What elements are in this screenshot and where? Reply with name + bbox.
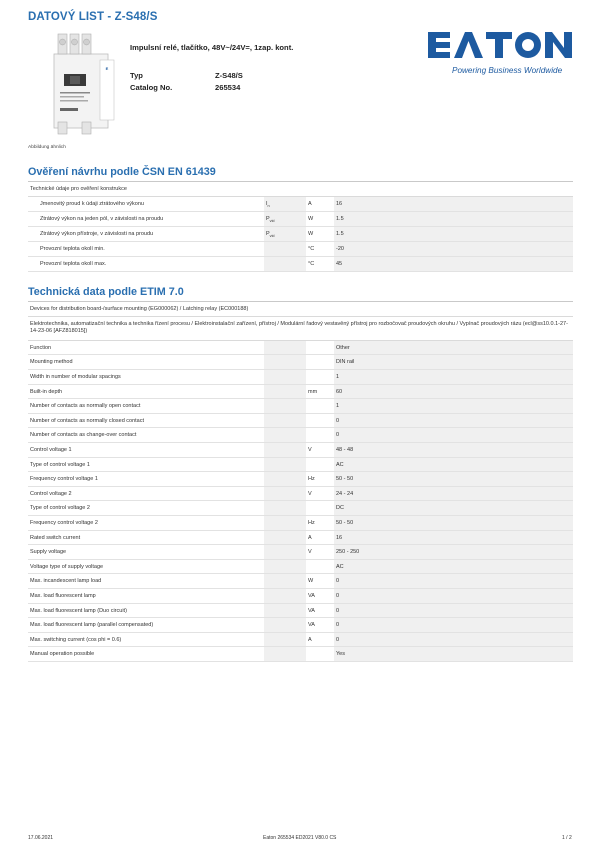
row-unit: A — [308, 636, 312, 643]
row-unit — [306, 458, 334, 472]
row-symbol: $P_{vid}$ — [264, 227, 306, 241]
row-unit: A — [308, 534, 312, 541]
row-unit: W — [308, 231, 314, 237]
etim-rows — [28, 341, 573, 662]
row-unit: mm — [308, 388, 318, 395]
row-value: 1 — [334, 370, 573, 384]
footer-doc-id: Eaton 265534 ED2021 V80.0 CS — [263, 835, 337, 841]
row-label: Supply voltage — [30, 549, 67, 556]
row-unit: Hz — [308, 476, 315, 483]
row-label: Max. incandescent lamp load — [30, 578, 102, 585]
row-unit: A — [308, 201, 312, 207]
footer-date: 17.06.2021 — [28, 835, 54, 841]
row-unit: °C — [308, 261, 315, 267]
row-value: 0 — [334, 618, 573, 632]
brand-tagline: Powering Business Worldwide — [452, 66, 563, 75]
row-value: Yes — [334, 647, 573, 661]
etim-section-title: Technická data podle ETIM 7.0 — [28, 286, 184, 298]
row-symbol — [264, 560, 306, 574]
row-label: Max. load fluorescent lamp — [30, 592, 96, 599]
row-label: Ztrátový výkon na jeden pól, v závislosti na proudu — [40, 216, 164, 222]
product-description: Impulsní relé, tlačítko, 48V~/24V=, 1zap. kont. — [130, 43, 294, 52]
etim-caption-class: Devices for distribution board-/surface mounting (EG000062) / Latching relay (EC000188) — [28, 302, 573, 317]
row-unit — [306, 501, 334, 515]
row-symbol — [264, 487, 306, 501]
meta-value: 265534 — [215, 83, 241, 92]
row-symbol — [264, 618, 306, 632]
row-label: Control voltage 1 — [30, 446, 72, 453]
row-unit: V — [308, 446, 312, 453]
table-row — [28, 618, 573, 633]
row-symbol — [264, 545, 306, 559]
table-row — [28, 516, 573, 531]
row-label: Jmenovitý proud k údaji ztrátového výkonu — [40, 201, 144, 207]
row-label: Max. switching current (cos phi = 0.6) — [30, 636, 122, 643]
row-label: Number of contacts as change-over contact — [30, 432, 137, 439]
meta-label: Catalog No. — [130, 83, 173, 92]
row-symbol — [264, 385, 306, 399]
row-label: Max. load fluorescent lamp (Duo circuit) — [30, 607, 127, 614]
row-symbol — [264, 414, 306, 428]
row-value: 16 — [334, 197, 573, 211]
table-row — [28, 560, 573, 575]
row-value: 1 — [334, 399, 573, 413]
row-symbol — [264, 589, 306, 603]
footer-page: 1 / 2 — [562, 835, 572, 841]
row-symbol — [264, 257, 306, 271]
table-row — [28, 443, 573, 458]
row-value: 1.5 — [334, 227, 573, 241]
table-row — [28, 531, 573, 546]
row-symbol — [264, 443, 306, 457]
table-row — [28, 227, 573, 242]
row-unit — [306, 355, 334, 369]
row-symbol — [264, 428, 306, 442]
row-symbol — [264, 604, 306, 618]
row-symbol — [264, 355, 306, 369]
row-symbol — [264, 458, 306, 472]
row-value: 50 - 50 — [334, 472, 573, 486]
row-label: Provozní teplota okolí max. — [40, 261, 107, 267]
table-row — [28, 370, 573, 385]
table-row — [28, 257, 573, 272]
row-symbol: $I_n$ — [264, 197, 306, 211]
product-meta — [130, 70, 243, 94]
table-row — [28, 428, 573, 443]
product-image — [40, 30, 120, 138]
row-label: Function — [30, 344, 52, 351]
row-value: 16 — [334, 531, 573, 545]
row-value: AC — [334, 560, 573, 574]
row-value: DC — [334, 501, 573, 515]
table-row — [28, 458, 573, 473]
row-unit — [306, 341, 334, 355]
row-value: 0 — [334, 589, 573, 603]
table-row — [28, 589, 573, 604]
row-unit — [306, 414, 334, 428]
row-symbol — [264, 516, 306, 530]
row-label: Frequency control voltage 2 — [30, 519, 98, 526]
table-row — [28, 472, 573, 487]
row-label: Type of control voltage 2 — [30, 505, 90, 512]
row-unit: °C — [308, 246, 315, 252]
verification-table — [28, 182, 573, 272]
table-row — [28, 647, 573, 662]
row-label: Manual operation possible — [30, 651, 95, 658]
table-row — [28, 341, 573, 356]
table-row — [28, 487, 573, 502]
row-symbol — [264, 242, 306, 256]
row-label: Voltage type of supply voltage — [30, 563, 104, 570]
row-value: -20 — [334, 242, 573, 256]
etim-table — [28, 302, 573, 662]
table-row — [28, 212, 573, 227]
row-symbol — [264, 399, 306, 413]
row-unit — [306, 399, 334, 413]
row-label: Control voltage 2 — [30, 490, 72, 497]
svg-text:E: E — [105, 66, 109, 71]
row-unit — [306, 370, 334, 384]
row-value: 48 - 48 — [334, 443, 573, 457]
row-symbol — [264, 633, 306, 647]
row-symbol — [264, 647, 306, 661]
row-value: 0 — [334, 574, 573, 588]
row-unit — [306, 647, 334, 661]
row-unit: V — [308, 490, 312, 497]
row-value: AC — [334, 458, 573, 472]
row-value: Other — [334, 341, 573, 355]
table-row — [28, 501, 573, 516]
row-value: 0 — [334, 633, 573, 647]
etim-caption-eclass: Elektrotechnika, automatizační technika a technika řízení procesu / Elektroinstalační zařízení, přístroj / Modulární řadový vestavěný přístroj pro rozbočovač proudových okruhu / Vypínač proudových rázu (ecl@ss10.0.1-27-14-23-06 [AFZ818015]) — [28, 317, 573, 341]
row-value: 0 — [334, 604, 573, 618]
row-symbol — [264, 472, 306, 486]
row-symbol: $P_{vid}$ — [264, 212, 306, 226]
row-label: Max. load fluorescent lamp (parallel compensated) — [30, 622, 154, 629]
row-value: 0 — [334, 428, 573, 442]
row-value: 50 - 50 — [334, 516, 573, 530]
row-label: Width in number of modular spacings — [30, 374, 121, 380]
table-row — [28, 545, 573, 560]
row-unit: W — [308, 216, 314, 222]
meta-value: Z-S48/S — [215, 71, 243, 80]
row-unit: W — [308, 578, 314, 585]
row-label: Type of control voltage 1 — [30, 461, 90, 468]
table-row — [28, 385, 573, 400]
row-symbol — [264, 531, 306, 545]
row-value: 0 — [334, 414, 573, 428]
table-row — [28, 633, 573, 648]
row-label: Number of contacts as normally closed contact — [30, 417, 145, 424]
table-row — [28, 414, 573, 429]
row-symbol — [264, 341, 306, 355]
row-unit: VA — [308, 622, 315, 629]
row-unit: V — [308, 549, 312, 556]
row-label: Number of contacts as normally open contact — [30, 403, 141, 410]
table-row — [28, 197, 573, 212]
table-row — [28, 242, 573, 257]
table-row — [28, 355, 573, 370]
table-row — [28, 574, 573, 589]
meta-row-catalog — [130, 82, 243, 94]
row-unit: VA — [308, 607, 315, 614]
row-label: Rated switch current — [30, 534, 81, 541]
row-value: 1.5 — [334, 212, 573, 226]
row-symbol — [264, 370, 306, 384]
row-value: 60 — [334, 385, 573, 399]
row-unit — [306, 428, 334, 442]
row-label: Frequency control voltage 1 — [30, 476, 98, 483]
row-label: Provozní teplota okolí min. — [40, 246, 105, 252]
row-label: Mounting method — [30, 359, 73, 366]
meta-label: Typ — [130, 71, 143, 80]
verification-caption: Technické údaje pro ověření konstrukce — [28, 182, 573, 197]
row-label: Ztrátový výkon přístroje, v závislosti na proudu — [40, 231, 154, 237]
row-value: 24 - 24 — [334, 487, 573, 501]
image-caption: Abbildung ähnlich — [28, 145, 66, 150]
row-unit: Hz — [308, 519, 315, 526]
row-unit: VA — [308, 592, 315, 599]
row-unit — [306, 560, 334, 574]
table-row — [28, 604, 573, 619]
row-value: DIN rail — [334, 355, 573, 369]
meta-row-type — [130, 70, 243, 82]
table-row — [28, 399, 573, 414]
row-label: Built-in depth — [30, 388, 63, 395]
verification-section-title: Ověření návrhu podle ČSN EN 61439 — [28, 166, 216, 178]
row-value: 250 - 250 — [334, 545, 573, 559]
row-symbol — [264, 501, 306, 515]
row-value: 45 — [334, 257, 573, 271]
row-symbol — [264, 574, 306, 588]
document-title: DATOVÝ LIST - Z-S48/S — [28, 11, 158, 23]
